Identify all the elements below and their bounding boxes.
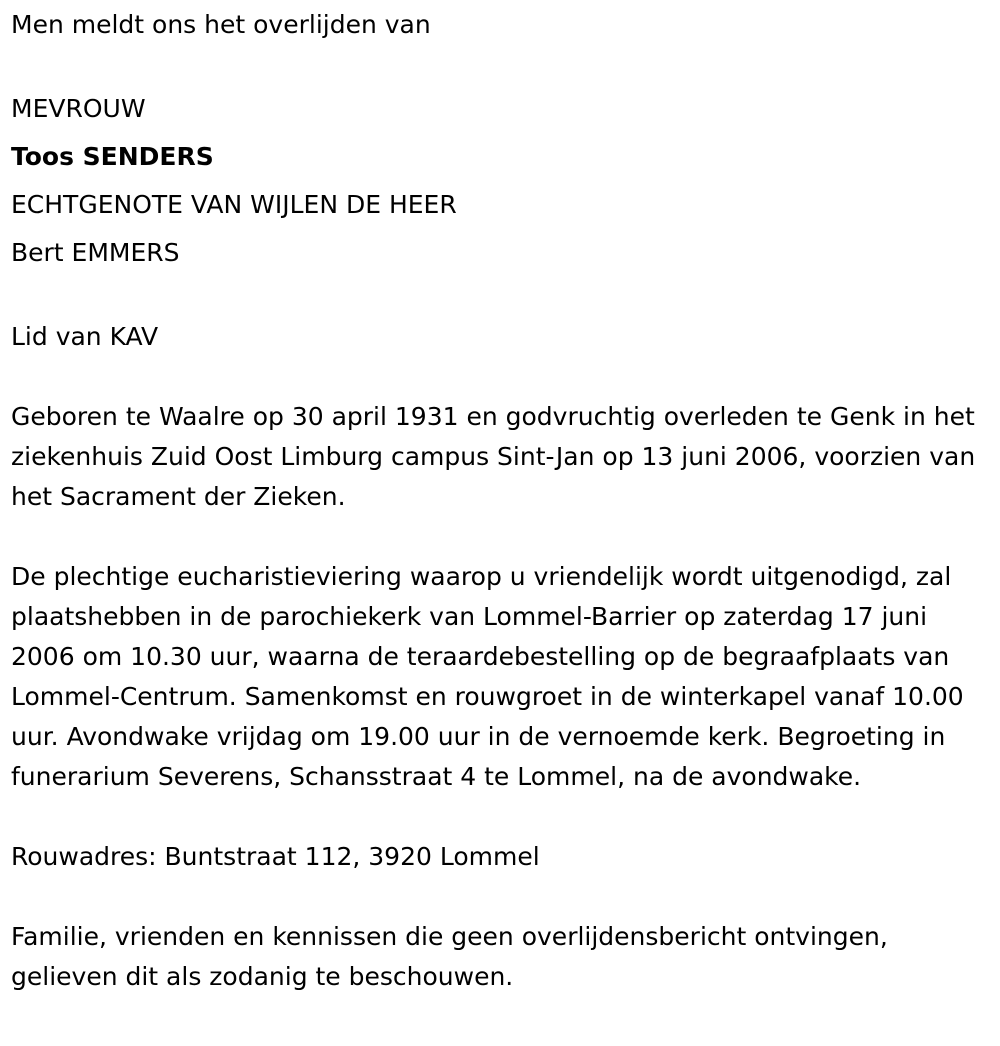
obituary-notice [11, 5, 986, 997]
intro-line: Men meldt ons het overlijden van [11, 10, 431, 39]
spacer [11, 277, 986, 317]
membership-line: Lid van KAV [11, 322, 159, 351]
spacer [11, 517, 986, 557]
spouse-relation: ECHTGENOTE VAN WIJLEN DE HEER [11, 190, 457, 219]
birth-death-paragraph: Geboren te Waalre op 30 april 1931 en godvruchtig overleden te Genk in het ziekenhuis Zuid Oost Limburg campus Sint-Jan op 13 juni 2006, voorzien van het Sacrament der Zieken. [11, 402, 976, 511]
spacer [11, 45, 986, 85]
spacer [11, 877, 986, 917]
closing-paragraph: Familie, vrienden en kennissen die geen overlijdensbericht ontvingen, gelieven dit als zodanig te beschouwen. [11, 922, 888, 991]
deceased-name: Toos SENDERS [11, 142, 214, 171]
title-line: MEVROUW [11, 94, 146, 123]
spacer [11, 357, 986, 397]
spouse-name: Bert EMMERS [11, 238, 180, 267]
mourning-address: Rouwadres: Buntstraat 112, 3920 Lommel [11, 842, 540, 871]
spacer [11, 797, 986, 837]
ceremony-paragraph: De plechtige eucharistieviering waarop u vriendelijk wordt uitgenodigd, zal plaatshebben in de parochiekerk van Lommel-Barrier op zaterdag 17 juni 2006 om 10.30 uur, waarna de teraardebestelling op de begraafplaats van Lommel-Centrum. Samenkomst en rouwgroet in de winterkapel vanaf 10.00 uur. Avondwake vrijdag om 19.00 uur in de vernoemde kerk. Begroeting in funerarium Severens, Schansstraat 4 te Lommel, na de avondwake. [11, 562, 964, 791]
